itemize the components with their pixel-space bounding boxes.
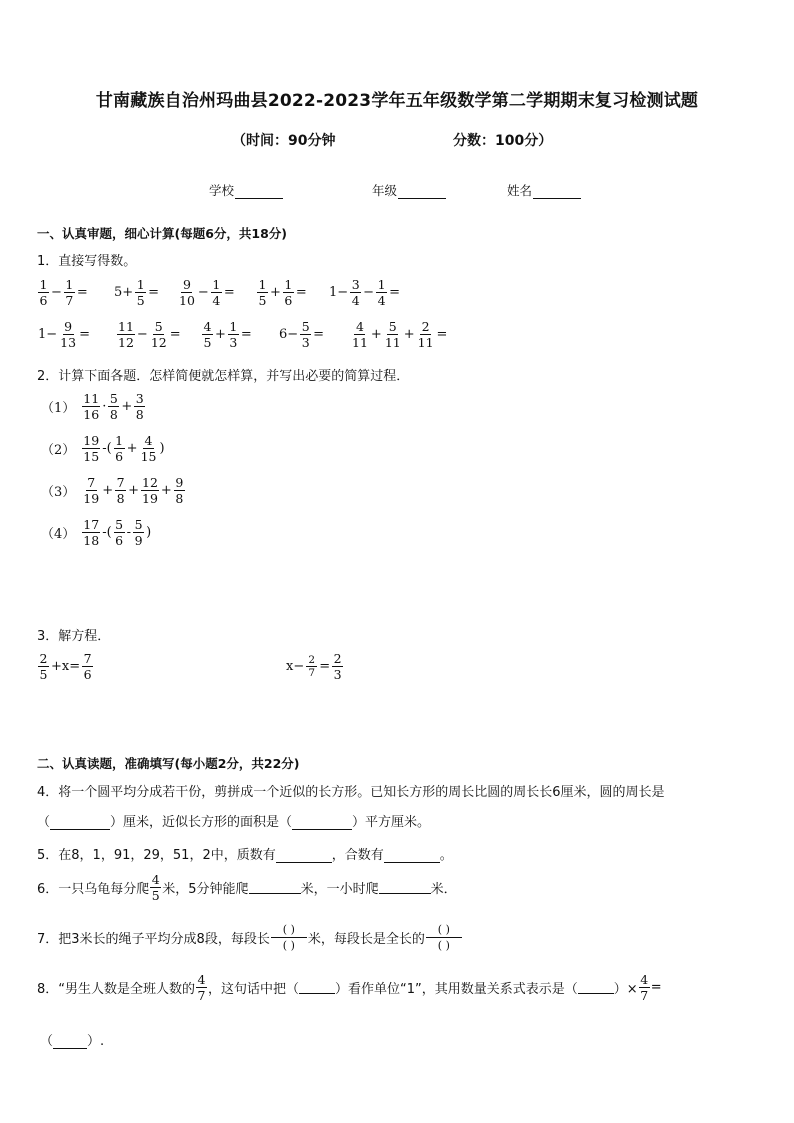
grade-blank[interactable] — [398, 185, 446, 199]
q1-r1-item-3: $\frac{9}{10}$ − $\frac{1}{4}$ = — [179, 277, 235, 308]
q8: 8．“男生人数是全班人数的 $\frac{4}{7}$ ，这句话中把（ ）看作单位“1”，其用数量关系式表示是（ ）× $\frac{4}{7}$ = — [37, 972, 662, 1003]
q4-line1: 4．将一个圆平均分成若干份，剪拼成一个近似的长方形。已知长方形的周长比圆的周长长6厘米，圆的周长是 — [37, 785, 665, 800]
q2-item-2: （2） $\frac{19}{15}$ -( $\frac{1}{6}$ + $\frac{4}{15}$ ) — [41, 433, 165, 464]
q1-r1-item-2: 5+ $\frac{1}{5}$ = — [114, 277, 160, 308]
q1-r1-item-1: $\frac{1}{6}$ − $\frac{1}{7}$ = — [39, 277, 88, 308]
name-field — [507, 181, 581, 199]
name-blank[interactable] — [533, 185, 581, 199]
q4-blank-1[interactable] — [50, 817, 110, 830]
q2-label: 2．计算下面各题．怎样简便就怎样算，并写出必要的简算过程． — [37, 369, 410, 384]
q1-r2-item-4: 6− $\frac{5}{3}$ = — [279, 319, 325, 350]
school-blank[interactable] — [235, 185, 283, 199]
q5: 5．在8，1，91，29，51，2中，质数有 ，合数有 。 — [37, 848, 453, 863]
q7-blank-denominator-2[interactable]: ( ) — [437, 939, 450, 952]
q6-blank-1[interactable] — [249, 881, 301, 894]
school-field — [209, 181, 283, 199]
q2-item-4: （4） $\frac{17}{18}$ -( $\frac{5}{6}$ - $\frac{5}{9}$ ) — [41, 517, 152, 548]
q3-equation-1: $\frac{2}{5}$ +x= $\frac{7}{6}$ — [39, 651, 92, 682]
section2-heading: 二、认真读题，准确填写(每小题2分，共22分) — [37, 756, 300, 771]
q1-r1-item-5: 1− $\frac{3}{4}$ − $\frac{1}{4}$ = — [329, 277, 400, 308]
q2-item-1: （1） $\frac{11}{16}$ · $\frac{5}{8}$ + $\frac{3}{8}$ — [41, 391, 144, 422]
page-title: 甘南藏族自治州玛曲县2022-2023学年五年级数学第二学期期末复习检测试题 — [95, 91, 699, 111]
grade-label: 年级 — [372, 183, 398, 198]
exam-time: （时间：90分钟 — [232, 133, 336, 149]
q1-r2-item-5: $\frac{4}{11}$ + $\frac{5}{11}$ + $\frac{2}{11}$ = — [352, 319, 448, 350]
name-label: 姓名 — [507, 183, 533, 198]
q3-equation-2: x− $\frac{2}{7}$ = $\frac{2}{3}$ — [286, 651, 342, 682]
section1-heading: 一、认真审题，细心计算(每题6分，共18分) — [37, 226, 288, 241]
q8-blank-1[interactable] — [299, 981, 335, 994]
q1-r2-item-3: $\frac{4}{5}$ + $\frac{1}{3}$ = — [203, 319, 252, 350]
q5-blank-1[interactable] — [276, 850, 332, 863]
q4-line2: （ ）厘米，近似长方形的面积是（ ）平方厘米。 — [37, 815, 431, 830]
q1-label: 1．直接写得数。 — [37, 254, 137, 269]
q2-item-3: （3） $\frac{7}{19}$ + $\frac{7}{8}$ + $\frac{12}{19}$ + $\frac{9}{8}$ — [41, 475, 184, 506]
q8-blank-3[interactable] — [53, 1036, 87, 1049]
q7-blank-numerator-2[interactable]: ( ) — [426, 922, 462, 938]
q1-r2-item-1: 1− $\frac{9}{13}$ = — [38, 319, 90, 350]
q6-blank-2[interactable] — [379, 881, 431, 894]
q3-label: 3．解方程． — [37, 629, 111, 644]
q1-r1-item-4: $\frac{1}{5}$ + $\frac{1}{6}$ = — [258, 277, 307, 308]
q8-blank-2[interactable] — [578, 981, 614, 994]
exam-score: 分数：100分） — [453, 133, 553, 149]
grade-field — [372, 181, 446, 199]
q7-blank-denominator-1[interactable]: ( ) — [282, 939, 295, 952]
q7-blank-numerator-1[interactable]: ( ) — [271, 922, 307, 938]
q1-r2-item-2: $\frac{11}{12}$ − $\frac{5}{12}$ = — [118, 319, 181, 350]
q7: 7．把3米长的绳子平均分成8段，每段长 $\frac{( )}{( )}$ 米，每段长是全长的 $\frac{( )}{( )}$ — [37, 922, 463, 953]
q6: 6．一只乌龟每分爬 $\frac{4}{5}$ 米，5分钟能爬 米，一小时爬 米． — [37, 872, 457, 903]
q8-line2: （ ）. — [40, 1034, 105, 1049]
school-label: 学校 — [209, 183, 235, 198]
q4-blank-2[interactable] — [292, 817, 352, 830]
q5-blank-2[interactable] — [384, 850, 440, 863]
